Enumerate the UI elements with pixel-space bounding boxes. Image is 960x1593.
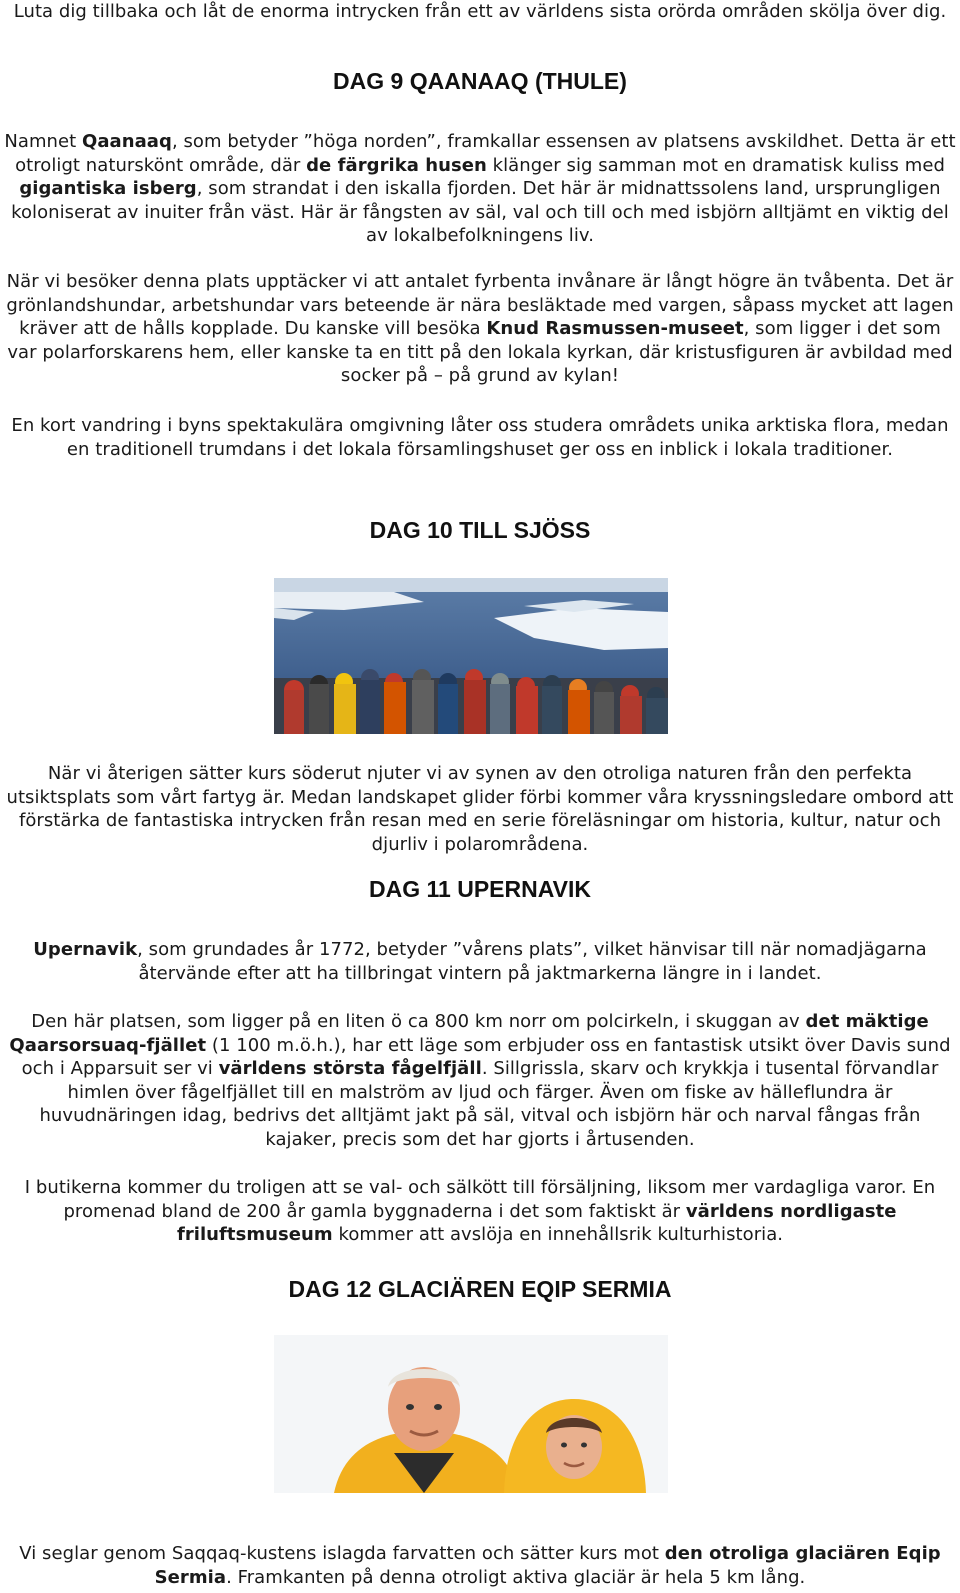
day12-heading: DAG 12 GLACIÄREN EQIP SERMIA: [288, 1276, 672, 1302]
bold-span: Upernavik: [33, 939, 138, 960]
text-span: , som betyder ”höga norden”, framkallar essensen av platsens avskildhet. Detta är ett otroligt naturskönt område, där: [15, 131, 956, 176]
travelers-portrait-graphic: [274, 1335, 668, 1493]
text-span: . Framkanten på denna otroligt aktiva glaciär är hela 5 km lång.: [226, 1566, 806, 1588]
day9-heading: DAG 9 QAANAAQ (THULE): [333, 68, 627, 94]
text-span: klänger sig samman mot en dramatisk kuliss med: [486, 154, 945, 176]
text-span: Namnet: [4, 131, 82, 152]
text-span: , som strandat i den iskalla fjorden. Det här är midnattssolens land, ursprungligen koloniserat av inuiter från väst. Här är fångsten av säl, val och till och med isbjörn alltjämt en viktig del av lokalbefolkningens liv.: [11, 178, 949, 247]
bold-span: de färgrika husen: [306, 154, 487, 176]
day9-paragraph-2: [4, 270, 956, 388]
text-span: kommer att avslöja en innehållsrik kulturhistoria.: [332, 1224, 784, 1246]
day11-paragraph-1: [4, 938, 956, 985]
text-span: . Sillgrissla, skarv och krykkja i tusental förvandlar himlen över fågelfjället till en malström av ljud och färger. Även om fiske av hälleflundra är huvudnäringen idag, bedrivs det alltjämt jakt på säl, vitval och isbjörn här och narval fångas från kajaker, precis som det har gjorts i årtusenden.: [39, 1058, 939, 1150]
ship-deck-photo: [274, 578, 668, 734]
day10-heading: DAG 10 TILL SJÖSS: [369, 517, 591, 543]
day12-paragraph-1: [4, 1542, 956, 1589]
day11-paragraph-3: [4, 1176, 956, 1247]
travelers-portrait-photo: [274, 1335, 668, 1493]
text-span: , som grundades år 1772, betyder ”vårens plats”, vilket hänvisar till när nomadjägarna återvände efter att ha tillbringat vintern på jaktmarkerna längre in i landet.: [137, 939, 927, 984]
intro-paragraph: Luta dig tillbaka och låt de enorma intrycken från ett av världens sista orörda områden skölja över dig.: [13, 1, 947, 22]
text-span: Vi seglar genom Saqqaq-kustens islagda farvatten och sätter kurs mot: [19, 1543, 665, 1564]
day11-heading: DAG 11 UPERNAVIK: [369, 876, 591, 902]
day9-paragraph-3: En kort vandring i byns spektakulära omgivning låter oss studera områdets unika arktiska flora, medan en traditionell trumdans i det lokala församlingshuset ger oss en inblick i lokala traditioner.: [11, 415, 949, 460]
bold-span: det mäktige Qaarsorsuaq-fjället: [9, 1011, 929, 1056]
bold-span: Qaanaaq: [82, 131, 172, 152]
bold-span: Knud Rasmussen-museet: [486, 318, 744, 340]
day9-paragraph-1: [4, 130, 956, 248]
text-span: I butikerna kommer du troligen att se val- och sälkött till försäljning, liksom mer vardagliga varor. En promenad bland de 200 år gamla byggnaderna i det som faktiskt är: [24, 1177, 936, 1222]
bold-span: världens nordligaste friluftsmuseum: [176, 1200, 897, 1246]
bold-span: gigantiska isberg: [19, 178, 197, 200]
bold-span: världens största fågelfjäll: [218, 1058, 482, 1080]
bold-span: den otroliga glaciären Eqip Sermia: [154, 1543, 941, 1588]
text-span: (1 100 m.ö.h.), har ett läge som erbjuder oss en fantastisk utsikt över Davis sund och i Apparsuit ser vi: [21, 1034, 951, 1080]
text-span: Den här platsen, som ligger på en liten ö ca 800 km norr om polcirkeln, i skuggan av: [31, 1011, 806, 1032]
text-span: , som ligger i det som var polarforskarens hem, eller kanske ta en titt på den lokala kyrkan, där kristusfiguren är avbildad med socker på – på grund av kylan!: [7, 318, 953, 387]
ship-deck-photo-graphic: [274, 578, 668, 734]
day11-paragraph-2: [4, 1010, 956, 1152]
text-span: När vi besöker denna plats upptäcker vi att antalet fyrbenta invånare är långt högre än tvåbenta. Det är grönlandshundar, arbetshundar vars beteende är nära besläktade med vargen, såpass mycket att lagen kräver att de hålls kopplade. Du kanske vill besöka: [6, 271, 954, 340]
day10-paragraph-1: När vi återigen sätter kurs söderut njuter vi av synen av den otroliga naturen från den perfekta utsiktsplats som vårt fartyg är. Medan landskapet glider förbi kommer våra kryssningsledare ombord att förstärka de fantastiska intrycken från resan med en serie föreläsningar om historia, kultur, natur och djurliv i polarområdena.: [6, 763, 954, 855]
